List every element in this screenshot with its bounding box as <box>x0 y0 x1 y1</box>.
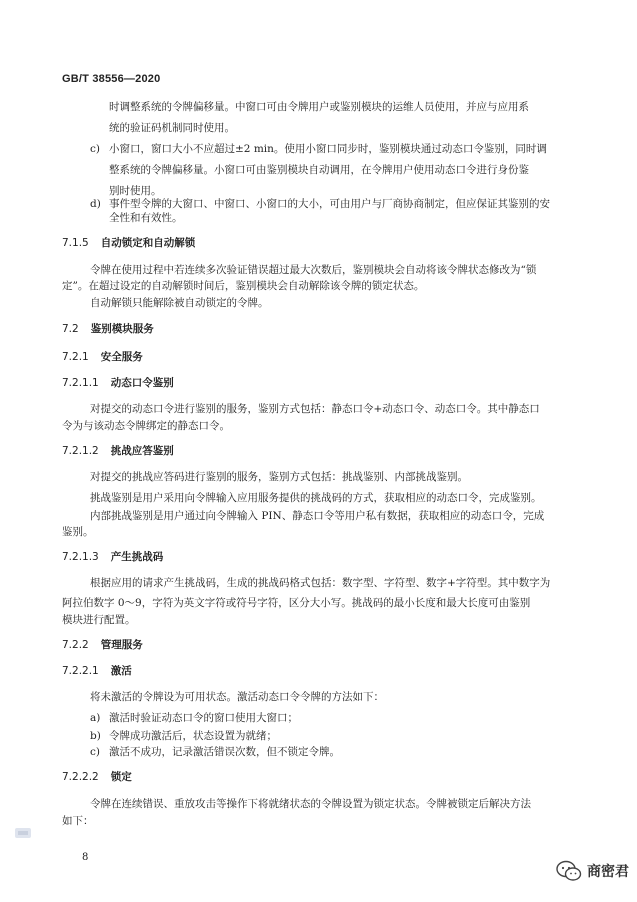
paragraph-line: 模块进行配置。 <box>62 614 136 626</box>
paragraph-line: 自动解锁只能解除被自动锁定的令牌。 <box>90 297 269 309</box>
section-heading: 7.2.1 安全服务 <box>62 351 143 363</box>
paragraph-line: 令为与该动态令牌绑定的静态口令。 <box>62 420 230 432</box>
list-marker: c) <box>90 143 100 155</box>
paragraph-line: 鉴别。 <box>62 526 94 538</box>
list-item-text: 激活时验证动态口令的窗口使用大窗口； <box>109 712 298 724</box>
list-item-text: 时调整系统的令牌偏移量。中窗口可由令牌用户或鉴别模块的运维人员使用，并应与应用系 <box>109 101 529 113</box>
section-heading: 7.1.5 自动锁定和自动解锁 <box>62 237 196 249</box>
paragraph-line: 将未激活的令牌设为可用状态。激活动态口令令牌的方法如下： <box>90 691 384 703</box>
list-marker: c) <box>90 746 100 758</box>
section-heading: 7.2.1.3 产生挑战码 <box>62 551 164 563</box>
paragraph-line: 根据应用的请求产生挑战码，生成的挑战码格式包括：数字型、字符型、数字+字符型。其中数字为 <box>90 577 551 589</box>
paragraph-line: 如下： <box>62 815 94 827</box>
section-heading: 7.2 鉴别模块服务 <box>62 323 154 335</box>
list-item-text: 别时使用。 <box>109 185 162 197</box>
list-item-text: 统的验证码机制同时使用。 <box>109 122 235 134</box>
list-item-text: 令牌成功激活后，状态设置为就绪； <box>109 730 277 742</box>
list-item-text: 小窗口，窗口大小不应超过±2 min。使用小窗口同步时，鉴别模块通过动态口令鉴别，同时调 <box>109 143 547 155</box>
wechat-icon <box>556 860 582 882</box>
standard-code: GB/T 38556—2020 <box>62 73 161 85</box>
paragraph-line: 阿拉伯数字 0～9，字符为英文字符或符号字符，区分大小写。挑战码的最小长度和最大长度可由鉴别 <box>62 597 531 609</box>
list-marker: b) <box>90 730 101 742</box>
list-item-text: 激活不成功，记录激活错误次数，但不锁定令牌。 <box>109 746 340 758</box>
paragraph-line: 定”。在超过设定的自动解锁时间后，鉴别模块会自动解除该令牌的锁定状态。 <box>62 280 425 292</box>
list-marker: d) <box>90 198 101 210</box>
paragraph-line: 对提交的挑战应答码进行鉴别的服务，鉴别方式包括：挑战鉴别、内部挑战鉴别。 <box>90 471 468 483</box>
paragraph-line: 挑战鉴别是用户采用向令牌输入应用服务提供的挑战码的方式，获取相应的动态口令，完成鉴别。 <box>90 492 542 504</box>
section-heading: 7.2.2.2 锁定 <box>62 771 132 783</box>
section-heading: 7.2.1.2 挑战应答鉴别 <box>62 445 174 457</box>
faint-stamp-mark <box>14 827 32 839</box>
list-item-text: 整系统的令牌偏移量。小窗口可由鉴别模块自动调用，在令牌用户使用动态口令进行身份鉴 <box>109 164 529 176</box>
paragraph-line: 内部挑战鉴别是用户通过向令牌输入 PIN、静态口令等用户私有数据，获取相应的动态口令，完成 <box>90 510 545 522</box>
section-heading: 7.2.2 管理服务 <box>62 639 143 651</box>
wechat-watermark <box>556 860 629 882</box>
paragraph-line: 对提交的动态口令进行鉴别的服务，鉴别方式包括：静态口令+动态口令、动态口令。其中静态口 <box>90 403 540 415</box>
paragraph-line: 令牌在连续错误、重放攻击等操作下将就绪状态的令牌设置为锁定状态。令牌被锁定后解决方法 <box>90 798 531 810</box>
list-item-text: 全性和有效性。 <box>109 212 183 224</box>
watermark-text: 商密君 <box>587 864 629 880</box>
list-marker: a) <box>90 712 101 724</box>
list-item-text: 事件型令牌的大窗口、中窗口、小窗口的大小，可由用户与厂商协商制定，但应保证其鉴别的安 <box>109 198 550 210</box>
section-heading: 7.2.1.1 动态口令鉴别 <box>62 377 174 389</box>
paragraph-line: 令牌在使用过程中若连续多次验证错误超过最大次数后，鉴别模块会自动将该令牌状态修改为“锁 <box>90 264 537 276</box>
section-heading: 7.2.2.1 激活 <box>62 665 132 677</box>
page-number: 8 <box>82 852 89 863</box>
